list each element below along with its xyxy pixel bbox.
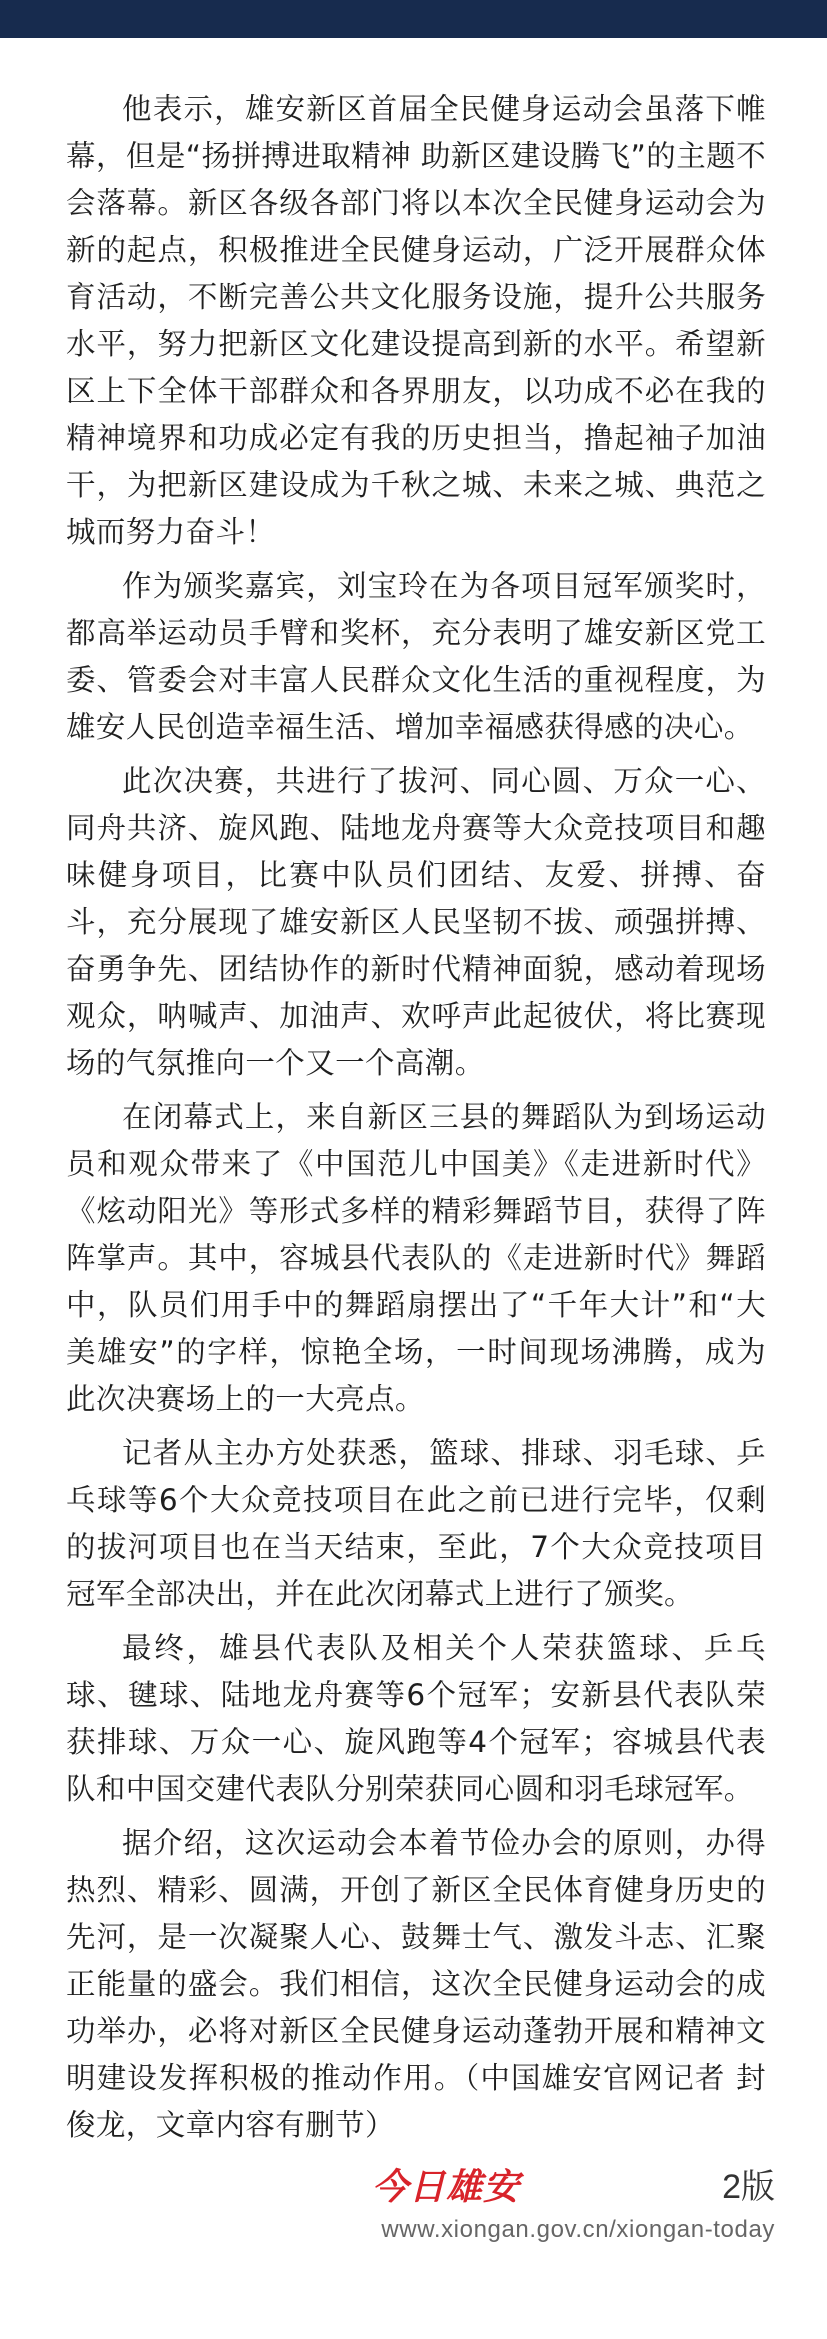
article-paragraph: 最终，雄县代表队及相关个人荣获篮球、乒乓球、毽球、陆地龙舟赛等6个冠军；安新县代表队荣获排球、万众一心、旋风跑等4个冠军；容城县代表队和中国交建代表队分别荣获同心圆和羽毛球冠军。: [66, 1631, 766, 1806]
page-footer: [0, 2150, 827, 2270]
brand-logo: 今日雄安: [372, 2166, 521, 2208]
site-url: www.xiongan.gov.cn/xiongan-today: [381, 2216, 775, 2243]
article-paragraph: 此次决赛，共进行了拔河、同心圆、万众一心、同舟共济、旋风跑、陆地龙舟赛等大众竞技项目和趣味健身项目，比赛中队员们团结、友爱、拼搏、奋斗，充分展现了雄安新区人民坚韧不拔、顽强拼搏、奋勇争先、团结协作的新时代精神面貌，感动着现场观众，呐喊声、加油声、欢呼声此起彼伏，将比赛现场的气氛推向一个又一个高潮。: [66, 764, 766, 1080]
article-paragraph: 记者从主办方处获悉，篮球、排球、羽毛球、乒乓球等6个大众竞技项目在此之前已进行完毕，仅剩的拔河项目也在当天结束，至此，7个大众竞技项目冠军全部决出，并在此次闭幕式上进行了颁奖。: [66, 1436, 766, 1611]
article-body: [66, 86, 766, 2156]
top-color-bar: [0, 0, 827, 38]
article-paragraph: 作为颁奖嘉宾，刘宝玲在为各项目冠军颁奖时，都高举运动员手臂和奖杯，充分表明了雄安新区党工委、管委会对丰富人民群众文化生活的重视程度，为雄安人民创造幸福生活、增加幸福感获得感的决心。: [66, 569, 766, 744]
article-paragraph: 据介绍，这次运动会本着节俭办会的原则，办得热烈、精彩、圆满，开创了新区全民体育健身历史的先河，是一次凝聚人心、鼓舞士气、激发斗志、汇聚正能量的盛会。我们相信，这次全民健身运动会的成功举办，必将对新区全民健身运动蓬勃开展和精神文明建设发挥积极的推动作用。（中国雄安官网记者 封俊龙，文章内容有删节）: [66, 1826, 766, 2142]
article-paragraph: 在闭幕式上，来自新区三县的舞蹈队为到场运动员和观众带来了《中国范儿中国美》《走进新时代》《炫动阳光》等形式多样的精彩舞蹈节目，获得了阵阵掌声。其中，容城县代表队的《走进新时代》舞蹈中，队员们用手中的舞蹈扇摆出了“千年大计”和“大美雄安”的字样，惊艳全场，一时间现场沸腾，成为此次决赛场上的一大亮点。: [66, 1100, 766, 1416]
page-number: 2版: [722, 2168, 775, 2206]
article-paragraph: 他表示，雄安新区首届全民健身运动会虽落下帷幕，但是“扬拼搏进取精神 助新区建设腾飞”的主题不会落幕。新区各级各部门将以本次全民健身运动会为新的起点，积极推进全民健身运动，广泛开展群众体育活动，不断完善公共文化服务设施，提升公共服务水平，努力把新区文化建设提高到新的水平。希望新区上下全体干部群众和各界朋友，以功成不必在我的精神境界和功成必定有我的历史担当，撸起袖子加油干，为把新区建设成为千秋之城、未来之城、典范之城而努力奋斗！: [66, 92, 766, 549]
